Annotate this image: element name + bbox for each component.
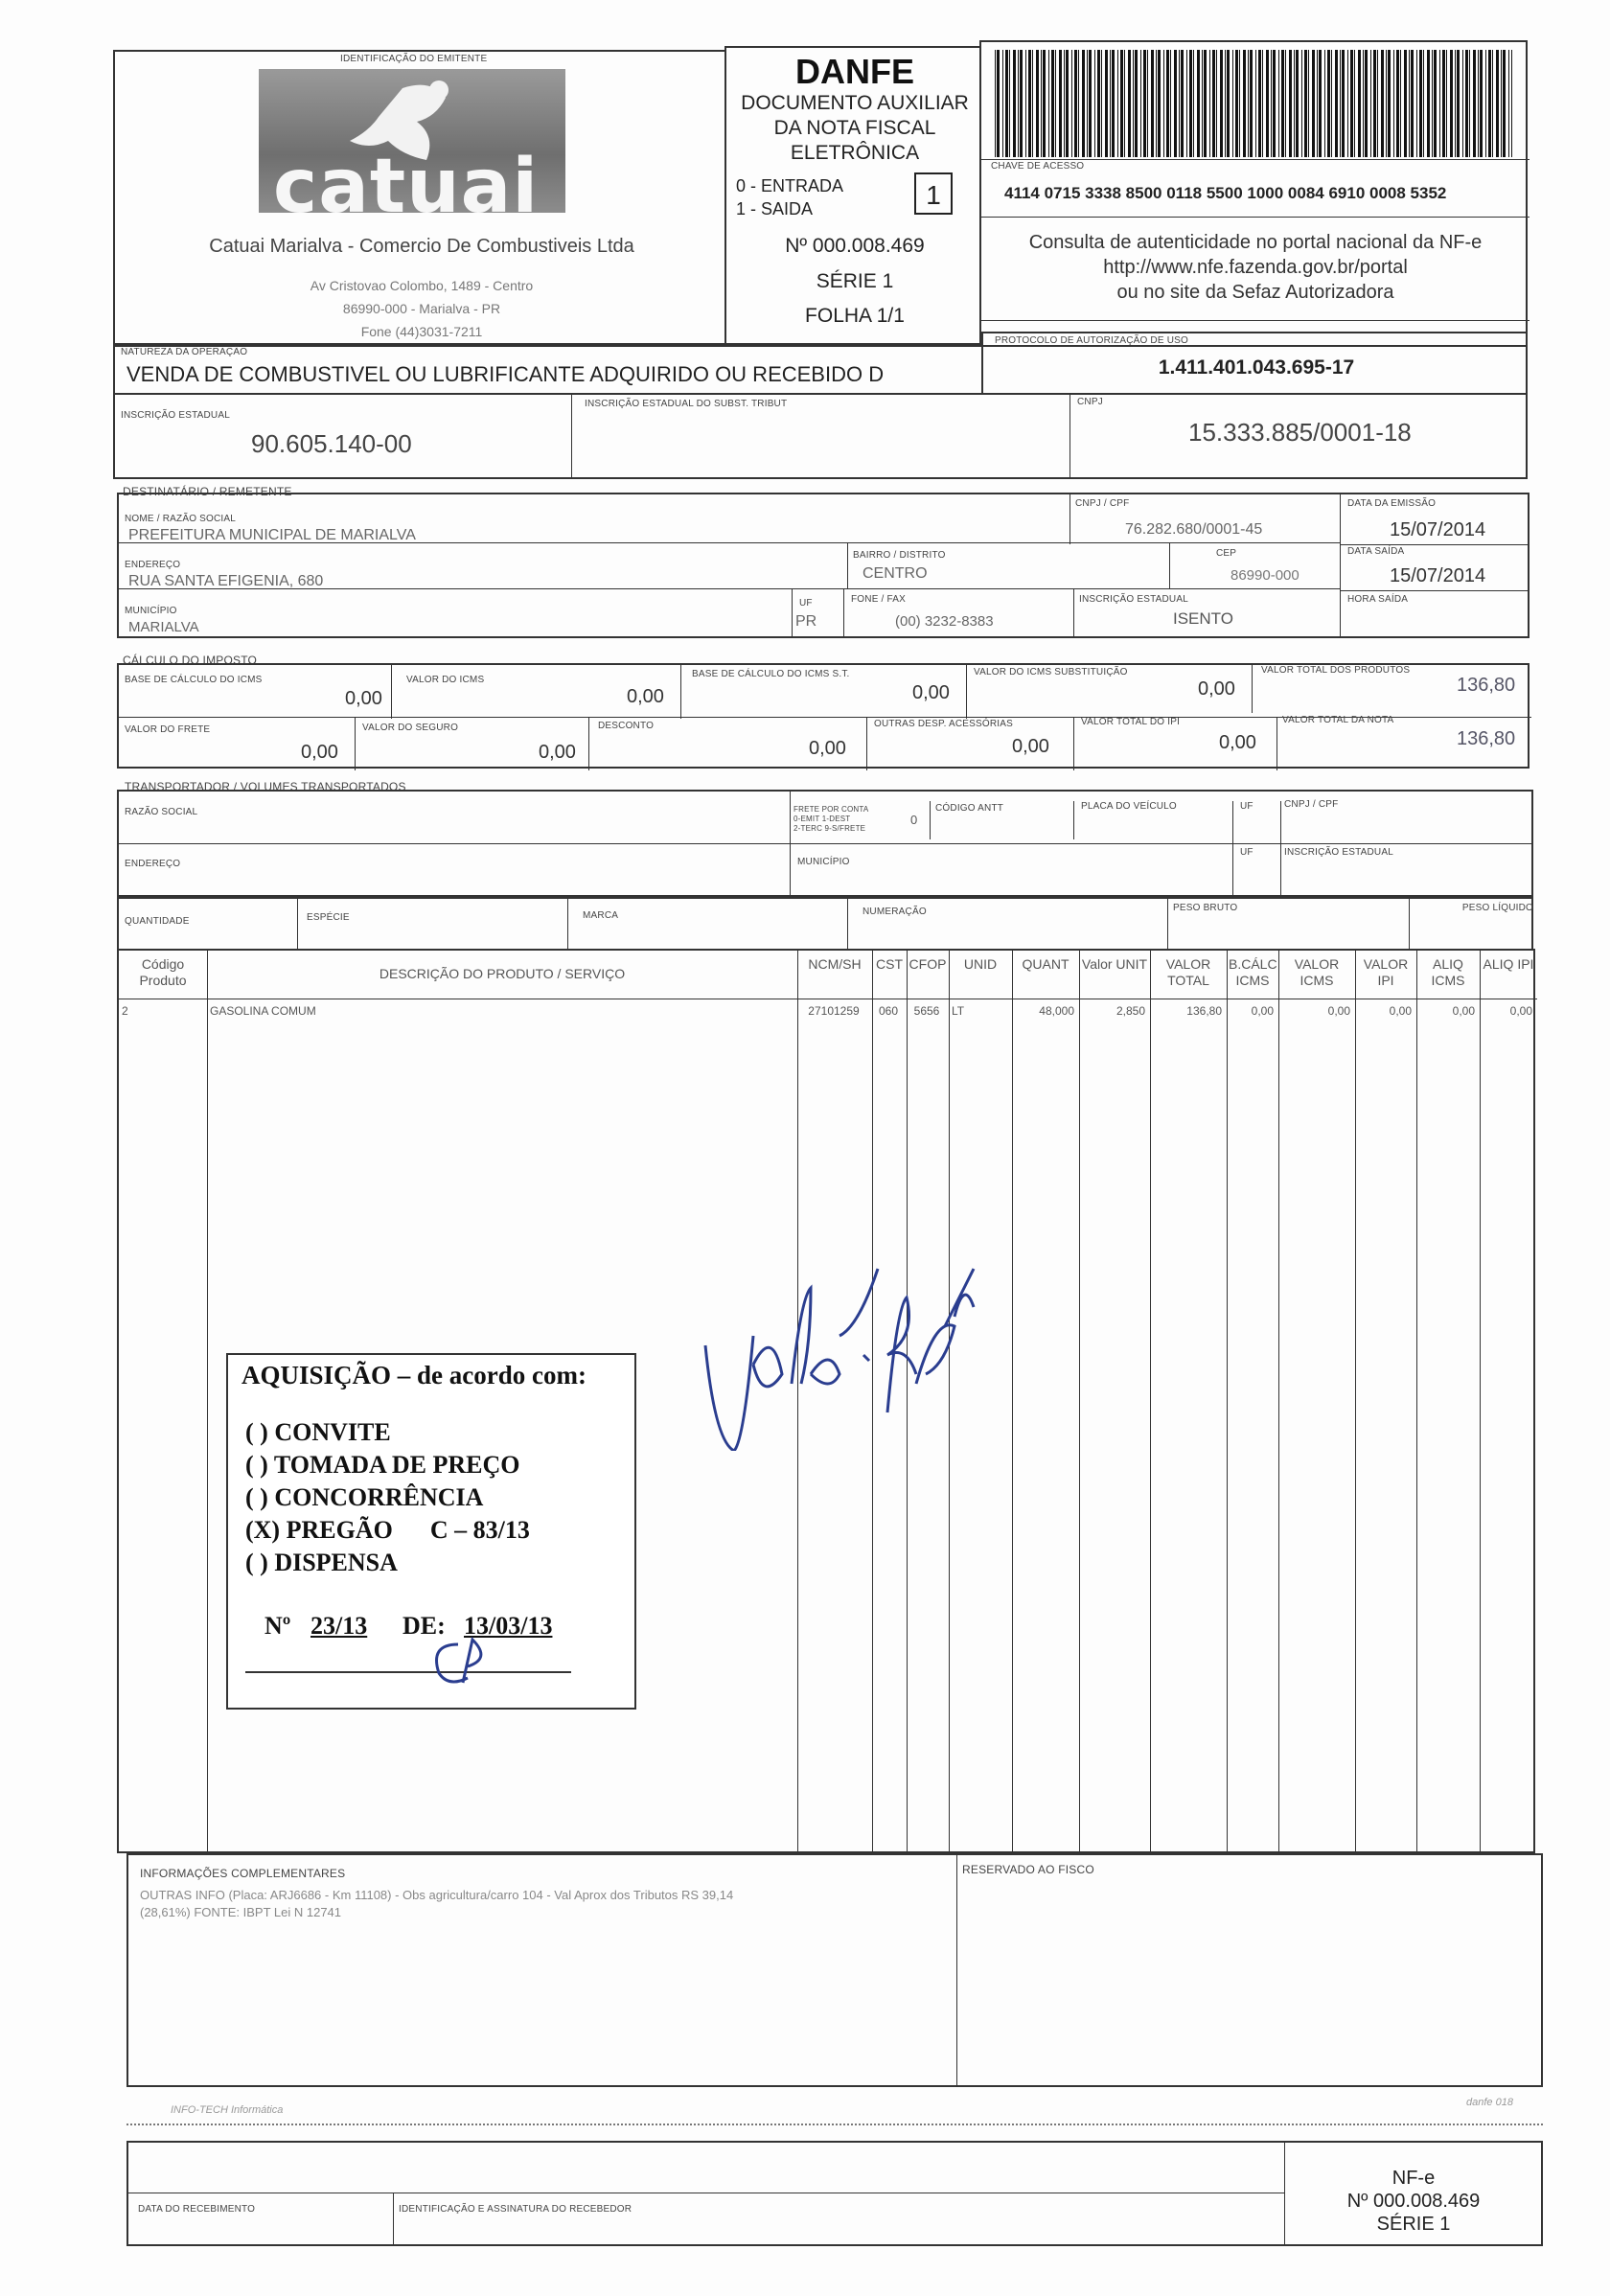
frete-label: VALOR DO FRETE <box>125 724 211 735</box>
cell-bc-icms: 0,00 <box>1251 1004 1274 1018</box>
danfe-numero: Nº 000.008.469 <box>785 235 925 257</box>
total-produtos-label: VALOR TOTAL DOS PRODUTOS <box>1261 665 1411 676</box>
danfe-line2: DA NOTA FISCAL <box>773 117 936 139</box>
header-descricao: DESCRIÇÃO DO PRODUTO / SERVIÇO <box>379 966 626 981</box>
header-unid: UNID <box>963 956 998 972</box>
data-emissao-label: DATA DA EMISSÃO <box>1347 498 1437 509</box>
logo-text: catuai <box>273 144 540 230</box>
bairro-value: CENTRO <box>862 565 928 582</box>
header-valor-icms: VALOR ICMS <box>1294 956 1340 988</box>
cell-valor-icms: 0,00 <box>1327 1004 1350 1018</box>
cell-valor-unit: 2,850 <box>1116 1004 1145 1018</box>
antt-label: CÓDIGO ANTT <box>935 803 1004 814</box>
danfe-tipo-box: 1 <box>914 172 953 215</box>
dest-cnpj-value: 76.282.680/0001-45 <box>1125 521 1263 538</box>
cell-cfop: 5656 <box>913 1004 940 1018</box>
dest-ie-label: INSCRIÇÃO ESTADUAL <box>1079 594 1188 605</box>
danfe-box <box>724 46 981 347</box>
nome-label: NOME / RAZÃO SOCIAL <box>125 514 237 524</box>
valor-icms-st-value: 0,00 <box>1198 678 1235 700</box>
uf-value: PR <box>795 613 817 630</box>
data-emissao-value: 15/07/2014 <box>1390 519 1486 540</box>
quantidade-label: QUANTIDADE <box>125 916 190 927</box>
base-icms-st-label: BASE DE CÁLCULO DO ICMS S.T. <box>692 669 850 679</box>
cell-unid: LT <box>952 1004 965 1018</box>
seguro-label: VALOR DO SEGURO <box>362 723 459 733</box>
destinatario-box <box>117 493 1530 638</box>
info-box <box>126 1853 1543 2087</box>
header-bc-icms: B.CÁLC ICMS <box>1229 956 1277 988</box>
desconto-label: DESCONTO <box>598 721 655 731</box>
outras-desp-label: OUTRAS DESP. ACESSÓRIAS <box>874 719 1014 729</box>
base-icms-st-value: 0,00 <box>912 682 950 703</box>
imposto-box <box>117 663 1530 769</box>
nome-value: PREFEITURA MUNICIPAL DE MARIALVA <box>128 527 416 543</box>
frete-conta-label: FRETE POR CONTA <box>794 805 869 814</box>
stamp-convite: ( ) CONVITE <box>245 1418 391 1446</box>
base-icms-label: BASE DE CÁLCULO DO ICMS <box>125 675 263 685</box>
header-cst: CST <box>876 956 903 972</box>
transp-municipio-label: MUNICÍPIO <box>797 857 850 867</box>
cell-ncm: 27101259 <box>808 1004 860 1018</box>
header-aliq-icms: ALIQ ICMS <box>1431 956 1465 988</box>
info-label: INFORMAÇÕES COMPLEMENTARES <box>140 1867 346 1880</box>
marca-label: MARCA <box>583 910 619 921</box>
data-saida-value: 15/07/2014 <box>1390 565 1486 586</box>
seguro-value: 0,00 <box>539 742 576 763</box>
cnpj-label: CNPJ <box>1077 397 1103 407</box>
danfe-title: DANFE <box>795 52 914 91</box>
info-line1: OUTRAS INFO (Placa: ARJ6686 - Km 11108) - Obs agricultura/carro 104 - Val Aprox dos Tributos RS 39,14 <box>140 1888 734 1902</box>
valor-icms-label: VALOR DO ICMS <box>406 675 485 685</box>
handwritten-signature <box>696 1230 1002 1451</box>
cell-aliq-ipi: 0,00 <box>1509 1004 1532 1018</box>
header-quant: QUANT <box>1022 956 1070 972</box>
razao-label: RAZÃO SOCIAL <box>125 807 198 817</box>
dest-ie-value: ISENTO <box>1173 609 1233 628</box>
stamp-pregao: (X) PREGÃO C – 83/13 <box>245 1516 530 1544</box>
emitente-address2: 86990-000 - Marialva - PR <box>342 301 501 316</box>
consulta-line1: Consulta de autenticidade no portal nacional da NF-e <box>1028 232 1483 253</box>
total-ipi-value: 0,00 <box>1219 732 1256 753</box>
table-row <box>119 1004 1537 1023</box>
transp-ie-label: INSCRIÇÃO ESTADUAL <box>1284 847 1393 858</box>
danfe-line3: ELETRÔNICA <box>790 142 920 164</box>
header-aliq-ipi: ALIQ IPI <box>1483 956 1534 972</box>
header-valor-unit: Valor UNIT <box>1081 956 1148 972</box>
natureza-value: VENDA DE COMBUSTIVEL OU LUBRIFICANTE ADQUIRIDO OU RECEBIDO D <box>126 362 885 386</box>
volumes-box <box>117 897 1533 951</box>
total-ipi-label: VALOR TOTAL DO IPI <box>1081 717 1181 727</box>
ie-label: INSCRIÇÃO ESTADUAL <box>121 410 230 421</box>
transp-uf2-label: UF <box>1240 847 1254 858</box>
desconto-value: 0,00 <box>809 738 846 759</box>
natureza-box <box>113 343 983 395</box>
stamp-numero: 23/13 <box>310 1612 368 1640</box>
aquisicao-stamp <box>226 1353 636 1710</box>
cell-cst: 060 <box>878 1004 899 1018</box>
fisco-label: RESERVADO AO FISCO <box>962 1863 1094 1876</box>
stamp-tomada: ( ) TOMADA DE PREÇO <box>245 1451 520 1479</box>
header-codigo: Código Produto <box>139 956 187 988</box>
emitente-box <box>113 50 726 347</box>
transportador-box <box>117 790 1533 897</box>
barcode <box>995 50 1512 157</box>
chave-box <box>979 40 1528 347</box>
ie-value: 90.605.140-00 <box>251 429 412 458</box>
cut-line <box>126 2124 1543 2125</box>
especie-label: ESPÉCIE <box>307 912 350 923</box>
protocolo-label: PROTOCOLO DE AUTORIZAÇÃO DE USO <box>995 335 1188 346</box>
danfe-line1: DOCUMENTO AUXILIAR <box>741 92 969 114</box>
frete-conta-value: 0 <box>910 813 918 827</box>
recebimento-label: DATA DO RECEBIMENTO <box>138 2204 256 2215</box>
emitente-name: Catuai Marialva - Comercio De Combustiveis Ltda <box>209 236 634 257</box>
danfe-entrada: 0 - ENTRADA <box>736 176 844 195</box>
cell-valor-ipi: 0,00 <box>1389 1004 1412 1018</box>
cell-codigo: 2 <box>122 1004 128 1018</box>
fone-label: FONE / FAX <box>851 594 907 605</box>
canhoto-nfe: NF-e <box>1392 2168 1436 2189</box>
danfe-serie: SÉRIE 1 <box>816 270 894 292</box>
stamp-signature-line <box>245 1671 571 1673</box>
canhoto-box <box>126 2141 1543 2246</box>
fone-value: (00) 3232-8383 <box>895 613 994 630</box>
frete-value: 0,00 <box>301 742 338 763</box>
cell-quant: 48,000 <box>1039 1004 1074 1018</box>
endereco-value: RUA SANTA EFIGENIA, 680 <box>128 573 324 589</box>
stamp-numero-label: Nº <box>264 1612 291 1640</box>
placa-label: PLACA DO VEÍCULO <box>1081 801 1177 812</box>
emitente-address1: Av Cristovao Colombo, 1489 - Centro <box>310 278 534 293</box>
header-valor-ipi: VALOR IPI <box>1363 956 1409 988</box>
stamp-initials <box>420 1635 496 1692</box>
cell-descricao: GASOLINA COMUM <box>210 1004 316 1018</box>
total-produtos-value: 136,80 <box>1457 675 1516 696</box>
destinatario-section: DESTINATÁRIO / REMETENTE <box>123 485 292 498</box>
municipio-label: MUNICÍPIO <box>125 606 177 616</box>
natureza-label: NATUREZA DA OPERAÇÃO <box>121 347 248 357</box>
outras-desp-value: 0,00 <box>1012 736 1049 757</box>
municipio-value: MARIALVA <box>128 619 199 635</box>
inscricao-row <box>113 393 1528 479</box>
emitente-section-label: IDENTIFICAÇÃO DO EMITENTE <box>340 54 488 64</box>
canhoto-numero: Nº 000.008.469 <box>1346 2191 1481 2212</box>
total-nota-label: VALOR TOTAL DA NOTA <box>1282 715 1394 725</box>
peso-bruto-label: PESO BRUTO <box>1173 903 1238 913</box>
cep-value: 86990-000 <box>1230 567 1300 584</box>
software-credit: INFO-TECH Informática <box>171 2104 284 2116</box>
canhoto-serie: SÉRIE 1 <box>1376 2214 1451 2235</box>
numeracao-label: NUMERAÇÃO <box>862 907 927 917</box>
chave-value: 4114 0715 3338 8500 0118 5500 1000 0084 6910 0008 5352 <box>1004 184 1447 202</box>
transp-uf-label: UF <box>1240 801 1254 812</box>
cep-label: CEP <box>1216 548 1237 559</box>
stamp-de-label: DE: <box>402 1612 446 1640</box>
protocolo-value: 1.411.401.043.695-17 <box>1158 356 1355 379</box>
consulta-line3: ou no site da Sefaz Autorizadora <box>1116 282 1394 303</box>
emitente-phone: Fone (44)3031-7211 <box>360 324 483 339</box>
stamp-concorrencia: ( ) CONCORRÊNCIA <box>245 1483 484 1511</box>
danfe-saida: 1 - SAIDA <box>736 199 814 218</box>
header-valor-total: VALOR TOTAL <box>1165 956 1211 988</box>
valor-icms-value: 0,00 <box>627 686 664 707</box>
cnpj-value: 15.333.885/0001-18 <box>1188 418 1412 447</box>
protocolo-box <box>981 332 1528 395</box>
stamp-title: AQUISIÇÃO – de acordo com: <box>242 1361 586 1389</box>
frete-conta-opts2: 2-TERC 9-S/FRETE <box>794 824 866 833</box>
imposto-section: CÁLCULO DO IMPOSTO <box>123 654 258 667</box>
danfe-folha: FOLHA 1/1 <box>805 305 905 327</box>
info-line2: (28,61%) FONTE: IBPT Lei N 12741 <box>140 1905 342 1919</box>
peso-liquido-label: PESO LÍQUIDO <box>1461 903 1533 913</box>
consulta-line2: http://www.nfe.fazenda.gov.br/portal <box>1103 257 1408 278</box>
catuai-logo <box>259 69 565 230</box>
transp-endereco-label: ENDEREÇO <box>125 859 181 869</box>
data-saida-label: DATA SAÍDA <box>1347 546 1405 557</box>
uf-label: UF <box>799 598 813 608</box>
frete-conta-opts1: 0-EMIT 1-DEST <box>794 815 851 823</box>
stamp-data: 13/03/13 <box>464 1612 553 1640</box>
dest-cnpj-label: CNPJ / CPF <box>1075 498 1130 509</box>
header-cfop: CFOP <box>908 956 947 972</box>
endereco-label: ENDEREÇO <box>125 560 181 570</box>
transportador-section: TRANSPORTADOR / VOLUMES TRANSPORTADOS <box>125 780 406 793</box>
hora-saida-label: HORA SAÍDA <box>1347 594 1409 605</box>
header-ncm: NCM/SH <box>808 956 862 972</box>
chave-label: CHAVE DE ACESSO <box>991 161 1085 172</box>
assinatura-label: IDENTIFICAÇÃO E ASSINATURA DO RECEBEDOR <box>399 2204 632 2215</box>
ie-st-label: INSCRIÇÃO ESTADUAL DO SUBST. TRIBUT <box>585 399 788 409</box>
footer-right-note: danfe 018 <box>1466 2097 1513 2108</box>
total-nota-value: 136,80 <box>1457 728 1516 749</box>
stamp-dispensa: ( ) DISPENSA <box>245 1549 398 1576</box>
cell-aliq-icms: 0,00 <box>1452 1004 1475 1018</box>
valor-icms-st-label: VALOR DO ICMS SUBSTITUIÇÃO <box>974 667 1128 677</box>
cell-valor-total: 136,80 <box>1186 1004 1222 1018</box>
transp-cnpj-label: CNPJ / CPF <box>1284 799 1339 810</box>
base-icms-value: 0,00 <box>345 688 382 709</box>
bairro-label: BAIRRO / DISTRITO <box>853 550 946 561</box>
